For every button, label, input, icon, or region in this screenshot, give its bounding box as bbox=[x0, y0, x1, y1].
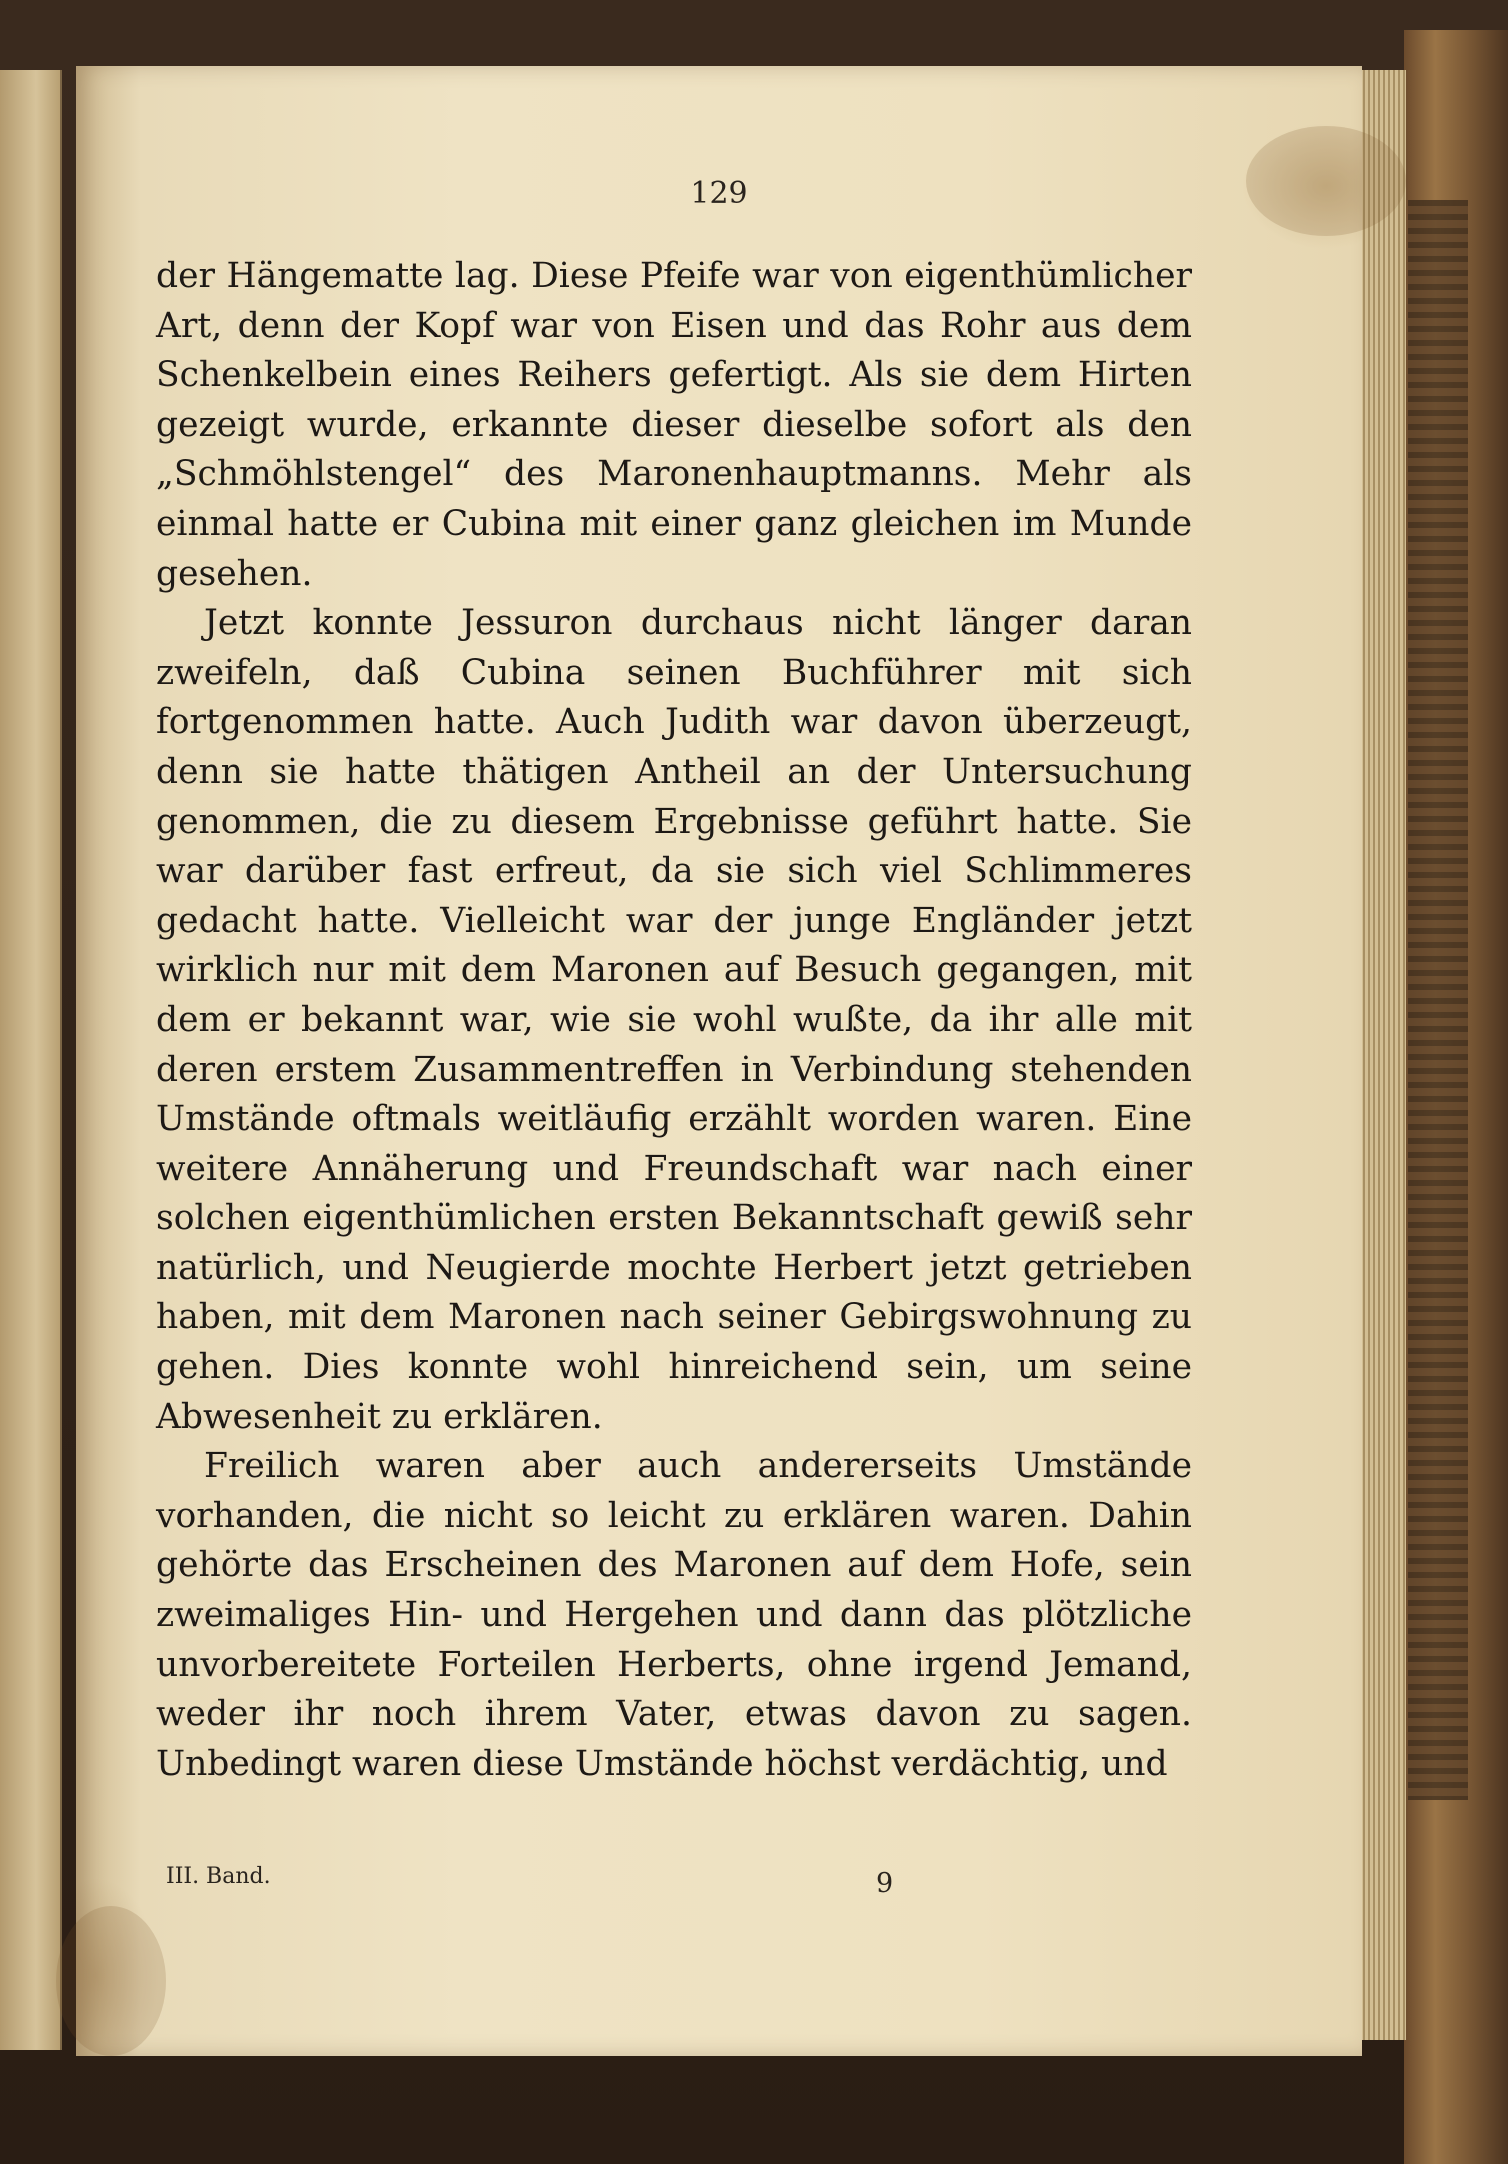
paragraph-3: Freilich waren aber auch andererseits Umstände vorhanden, die nicht so leicht zu erklären waren. Dahin gehörte das Erscheinen des Maronen auf dem Hofe, sein zweimaliges Hin- und Hergehen und dann das plötzliche unvorbereitete Forteilen Herberts, ohne irgend Jemand, weder ihr noch ihrem Vater, etwas davon zu sagen. Unbedingt waren diese Umstände höchst verdächtig, und bbox=[156, 1446, 1192, 1784]
page-footer bbox=[76, 1864, 1362, 1904]
page-number: 129 bbox=[690, 176, 748, 211]
cover-binding-texture bbox=[1408, 200, 1468, 1800]
signature-mark: 9 bbox=[876, 1868, 894, 1899]
page-stack-edges bbox=[1358, 70, 1406, 2040]
book-page bbox=[76, 66, 1362, 2056]
volume-label: III. Band. bbox=[166, 1864, 271, 1889]
previous-page-edge bbox=[0, 70, 62, 2050]
body-text bbox=[156, 252, 1192, 1789]
paragraph-2: Jetzt konnte Jessuron durchaus nicht länger daran zweifeln, daß Cubina seinen Buchführer mit sich fortgenommen hatte. Auch Judith war davon überzeugt, denn sie hatte thätigen Antheil an der Untersuchung genommen, die zu diesem Ergebnisse geführt hatte. Sie war darüber fast erfreut, da sie sich viel Schlimmeres gedacht hatte. Vielleicht war der junge Engländer jetzt wirklich nur mit dem Maronen auf Besuch gegangen, mit dem er bekannt war, wie sie wohl wußte, da ihr alle mit deren erstem Zusammentreffen in Verbindung stehenden Umstände oftmals weitläufig erzählt worden waren. Eine weitere Annäherung und Freundschaft war nach einer solchen eigenthümlichen ersten Bekanntschaft gewiß sehr natürlich, und Neugierde mochte Herbert jetzt getrieben haben, mit dem Maronen nach seiner Gebirgswohnung zu gehen. Dies konnte wohl hinreichend sein, um seine Abwesenheit zu erklären. bbox=[156, 603, 1192, 1437]
stain-bottom-left bbox=[56, 1906, 166, 2056]
paragraph-1: der Hängematte lag. Diese Pfeife war von eigenthümlicher Art, denn der Kopf war von Eisen und das Rohr aus dem Schenkelbein eines Reihers gefertigt. Als sie dem Hirten gezeigt wurde, erkannte dieser dieselbe sofort als den „Schmöhlstengel“ des Maronenhauptmanns. Mehr als einmal hatte er Cubina mit einer ganz gleichen im Munde gesehen. bbox=[156, 256, 1192, 594]
